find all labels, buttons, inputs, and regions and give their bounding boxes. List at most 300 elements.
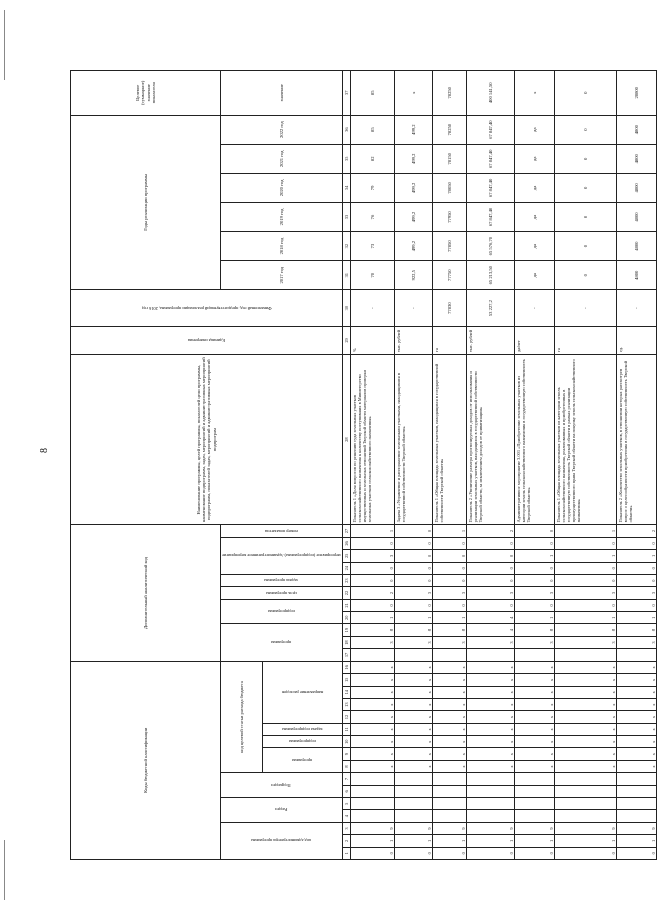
header-text: мероприятие (подпрограммы) /административное мероприятие — [222, 553, 341, 559]
code-cell — [350, 785, 394, 797]
year-header: 2018 год — [221, 232, 343, 261]
code-cell: x — [514, 698, 554, 710]
code-cell: 3 — [350, 636, 394, 648]
header-text: задача программы — [264, 578, 299, 584]
code-cell: 0 — [394, 537, 432, 549]
column-number: 30 — [342, 290, 350, 327]
target-value-cell: 0 — [554, 71, 616, 116]
code-cell: 0 — [514, 537, 554, 549]
column-number: 19 — [342, 624, 350, 636]
column-number: 37 — [342, 71, 350, 116]
code-cell — [432, 649, 466, 661]
code-cell: 3 — [616, 636, 656, 648]
column-number: 1 — [342, 847, 350, 859]
base-year-cell: - — [514, 290, 554, 327]
column-number: 17 — [342, 649, 350, 661]
code-cell: 1 — [432, 612, 466, 624]
code-cell: 0 — [432, 537, 466, 549]
year-value-cell: да — [514, 115, 554, 144]
code-cell: x — [394, 711, 432, 723]
year-value-cell: 4800 — [616, 144, 656, 173]
code-cell: 0 — [466, 537, 514, 549]
column-number: 10 — [342, 736, 350, 748]
code-cell: x — [616, 736, 656, 748]
code-cell: x — [554, 723, 616, 735]
base-year-cell: 77830 — [432, 290, 466, 327]
code-cell: x — [514, 736, 554, 748]
code-cell: x — [466, 723, 514, 735]
code-cell: 1 — [554, 550, 616, 562]
code-cell: 0 — [616, 599, 656, 611]
code-cell — [350, 773, 394, 785]
unit-cell: да/нет — [514, 326, 554, 354]
unit-cell: тыс. рублей — [394, 326, 432, 354]
code-cell: 0 — [350, 537, 394, 549]
code-cell: 3 — [616, 587, 656, 599]
column-number: 11 — [342, 723, 350, 735]
code-cell: x — [554, 760, 616, 772]
d-subprogram-header — [221, 599, 343, 624]
unit-cell: тыс. рублей — [466, 326, 514, 354]
code-cell: x — [514, 760, 554, 772]
year-value-cell: 67 847,40 — [466, 115, 514, 144]
code-cell: x — [514, 748, 554, 760]
column-number: 15 — [342, 674, 350, 686]
budget-codes-header: Коды бюджетной классификации — [71, 661, 221, 859]
year-value-cell: 67 847,40 — [466, 144, 514, 173]
code-cell: 0 — [432, 847, 466, 859]
header-text: Единица измерения — [187, 337, 225, 343]
code-cell: 0 — [554, 847, 616, 859]
code-cell: 9 — [466, 822, 514, 834]
year-value-cell: 4800 — [616, 115, 656, 144]
code-cell: 9 — [514, 822, 554, 834]
code-cell: 0 — [514, 847, 554, 859]
code-cell: 3 — [466, 587, 514, 599]
code-cell — [394, 773, 432, 785]
code-cell: 0 — [554, 562, 616, 574]
base-year-header — [71, 290, 343, 327]
indicator-name: Показатель 1 «Доля вопросов по решению суда земельных участков сельскохозяйственного назначения к количеству поступивших в Министерство имущественных и земельных отношений Тверской области материалов проверки земельных участков сельскохозяйственного назначения» — [350, 354, 394, 524]
code-cell — [616, 810, 656, 822]
code-cell: 0 — [466, 574, 514, 586]
page-number: 8 — [39, 448, 50, 453]
code-cell: x — [350, 760, 394, 772]
program-indicators-table — [70, 70, 657, 860]
code-cell — [466, 785, 514, 797]
code-cell: 3 — [514, 636, 554, 648]
code-cell — [616, 798, 656, 810]
year-value-cell: 0 — [554, 115, 616, 144]
code-cell: 0 — [394, 525, 432, 537]
column-number: 16 — [342, 661, 350, 673]
code-cell: x — [350, 674, 394, 686]
code-cell: 2 — [350, 587, 394, 599]
code-cell: 2 — [466, 525, 514, 537]
table-header — [71, 71, 351, 860]
table-row — [432, 71, 466, 860]
unit-cell: га — [554, 326, 616, 354]
year-value-cell: 78150 — [432, 144, 466, 173]
d-program-header — [221, 624, 343, 661]
year-value-cell: 0 — [554, 202, 616, 231]
column-number: 8 — [342, 760, 350, 772]
code-cell: 0 — [394, 550, 432, 562]
code-cell: 0 — [350, 847, 394, 859]
code-cell: 8 — [432, 624, 466, 636]
code-cell: 1 — [554, 612, 616, 624]
code-cell: x — [394, 723, 432, 735]
column-number: 26 — [342, 537, 350, 549]
indicator-name: Показатель 1 «Общая площадь земельных участков, находящихся в государственной собственности Тверской области» — [432, 354, 466, 524]
code-cell: x — [432, 698, 466, 710]
year-value-cell: да — [514, 144, 554, 173]
code-cell: x — [394, 661, 432, 673]
code-cell — [554, 798, 616, 810]
code-cell: 3 — [394, 636, 432, 648]
code-cell — [554, 785, 616, 797]
header-text: задача подпрограммы — [281, 726, 323, 732]
column-number: 31 — [342, 261, 350, 290]
column-number: 36 — [342, 115, 350, 144]
code-cell: x — [466, 661, 514, 673]
code-cell: x — [350, 686, 394, 698]
header-text: направление расходов — [281, 689, 323, 695]
expense-direction-header — [262, 661, 342, 723]
code-cell: 9 — [554, 822, 616, 834]
code-cell: x — [554, 686, 616, 698]
code-cell: x — [616, 674, 656, 686]
code-cell: 1 — [466, 835, 514, 847]
code-cell: 0 — [554, 574, 616, 586]
code-cell: x — [616, 686, 656, 698]
code-cell: 1 — [350, 835, 394, 847]
year-value-cell: да — [514, 232, 554, 261]
code-cell: x — [432, 748, 466, 760]
edge-mark-bottom — [4, 840, 5, 900]
code-cell: x — [394, 760, 432, 772]
year-value-cell: 76 — [350, 202, 394, 231]
column-number: 6 — [342, 785, 350, 797]
code-cell: x — [554, 748, 616, 760]
code-cell: 4 — [466, 624, 514, 636]
year-value-cell: 67 847,40 — [466, 173, 514, 202]
year-value-cell: 499,2 — [394, 173, 432, 202]
program-code-header — [262, 748, 342, 773]
unit-cell: га — [432, 326, 466, 354]
code-cell: x — [432, 661, 466, 673]
header-text: Финансовый год, предшествующий реализации программы, 2016 год — [141, 305, 272, 311]
column-number: 28 — [342, 354, 350, 524]
code-cell: x — [432, 736, 466, 748]
code-cell: x — [554, 736, 616, 748]
code-cell: x — [554, 674, 616, 686]
column-number: 21 — [342, 599, 350, 611]
rotated-page — [70, 70, 656, 860]
code-cell: x — [432, 674, 466, 686]
code-cell: x — [616, 711, 656, 723]
code-cell: 0 — [514, 599, 554, 611]
year-value-cell: 499,2 — [394, 232, 432, 261]
code-cell — [554, 810, 616, 822]
column-number: 25 — [342, 550, 350, 562]
indicator-name: Административное мероприятие 3.001 «Приобретение земельных участков из категории земель сельскохозяйственного назначения в государственную собственность Тверской области» — [514, 354, 554, 524]
column-number: 4 — [342, 810, 350, 822]
code-cell — [554, 649, 616, 661]
code-cell: 8 — [554, 624, 616, 636]
base-year-cell: - — [616, 290, 656, 327]
year-value-cell: 4800 — [616, 173, 656, 202]
column-number: 2 — [342, 835, 350, 847]
target-value-cell: x — [514, 71, 554, 116]
year-value-cell: 4800 — [616, 232, 656, 261]
code-cell — [432, 785, 466, 797]
year-header: 2020 год — [221, 173, 343, 202]
code-cell: 1 — [616, 612, 656, 624]
subprogram-code-header — [262, 736, 342, 748]
code-cell: 3 — [466, 636, 514, 648]
code-cell: x — [466, 686, 514, 698]
code-cell: 1 — [616, 550, 656, 562]
code-cell: 0 — [554, 599, 616, 611]
code-cell — [350, 810, 394, 822]
year-header: 2019 год — [221, 202, 343, 231]
column-number: 14 — [342, 686, 350, 698]
table-row — [466, 71, 514, 860]
d-task-header — [221, 574, 343, 586]
code-cell — [514, 810, 554, 822]
column-number: 33 — [342, 202, 350, 231]
code-cell: 0 — [616, 562, 656, 574]
code-cell: 1 — [394, 835, 432, 847]
code-cell: x — [616, 723, 656, 735]
code-cell — [466, 773, 514, 785]
year-value-cell: 67 847,40 — [466, 202, 514, 231]
code-cell: x — [394, 748, 432, 760]
code-cell: 8 — [394, 624, 432, 636]
code-cell: 1 — [432, 525, 466, 537]
column-number: 20 — [342, 612, 350, 624]
year-value-cell: 922,5 — [394, 261, 432, 290]
code-cell — [394, 798, 432, 810]
column-number: 27 — [342, 525, 350, 537]
code-cell: x — [350, 711, 394, 723]
code-cell: 0 — [394, 847, 432, 859]
target-value-header: значение — [221, 71, 343, 116]
code-cell: 0 — [432, 562, 466, 574]
column-number: 18 — [342, 636, 350, 648]
code-cell: x — [350, 748, 394, 760]
year-value-cell: 499,2 — [394, 202, 432, 231]
year-value-cell: 65 576,70 — [466, 232, 514, 261]
code-cell: x — [394, 736, 432, 748]
code-cell: 0 — [554, 537, 616, 549]
code-cell: x — [350, 723, 394, 735]
column-number: 34 — [342, 173, 350, 202]
header-text: Подраздел — [271, 782, 292, 788]
base-year-cell: - — [554, 290, 616, 327]
code-cell: 3 — [432, 636, 466, 648]
code-cell: 1 — [350, 525, 394, 537]
code-cell: x — [514, 723, 554, 735]
code-cell: x — [432, 723, 466, 735]
year-header: 2021 год — [221, 144, 343, 173]
year-value-cell: 4800 — [616, 261, 656, 290]
year-value-cell: да — [514, 202, 554, 231]
code-cell: 0 — [466, 599, 514, 611]
year-value-cell: 77950 — [432, 202, 466, 231]
target-group-header: Целевое (суммарное) значение показателя — [71, 71, 221, 116]
column-number: 13 — [342, 698, 350, 710]
task-subprogram-header — [262, 723, 342, 735]
code-cell — [466, 798, 514, 810]
year-value-cell: 77750 — [432, 261, 466, 290]
base-year-cell: - — [350, 290, 394, 327]
code-cell: 0 — [514, 525, 554, 537]
year-value-cell: 78050 — [432, 173, 466, 202]
code-cell: x — [350, 736, 394, 748]
d-event-header — [221, 537, 343, 574]
year-value-cell: 0 — [554, 261, 616, 290]
code-cell — [394, 810, 432, 822]
code-cell — [432, 798, 466, 810]
code-cell — [432, 773, 466, 785]
code-cell — [514, 773, 554, 785]
code-cell — [616, 649, 656, 661]
code-cell: 3 — [554, 636, 616, 648]
code-cell: 1 — [350, 612, 394, 624]
code-cell: 0 — [466, 550, 514, 562]
code-cell — [466, 649, 514, 661]
column-number: 5 — [342, 798, 350, 810]
column-number: 12 — [342, 711, 350, 723]
code-cell: x — [466, 711, 514, 723]
code-cell: 0 — [394, 599, 432, 611]
code-cell: 3 — [394, 587, 432, 599]
unit-cell: ед. — [616, 326, 656, 354]
year-value-cell: 499,2 — [394, 144, 432, 173]
code-cell: x — [394, 698, 432, 710]
code-cell: 1 — [554, 525, 616, 537]
code-cell: x — [514, 686, 554, 698]
code-cell: x — [514, 674, 554, 686]
code-cell: 8 — [514, 624, 554, 636]
code-cell: 0 — [616, 537, 656, 549]
indicator-name: Показатель 2 «Количество земельных участков, в отношении которых рассмотрен вопрос о целесообразности приобретения в государственную собственность Тверской области» — [616, 354, 656, 524]
code-cell: 0 — [394, 562, 432, 574]
code-cell: 1 — [432, 835, 466, 847]
years-group-header: Годы реализации программы — [71, 115, 221, 290]
code-cell: 1 — [554, 835, 616, 847]
column-number: 3 — [342, 822, 350, 834]
code-cell: 9 — [432, 822, 466, 834]
code-cell: x — [350, 661, 394, 673]
column-number: 7 — [342, 773, 350, 785]
code-cell: 0 — [432, 574, 466, 586]
code-cell: 9 — [616, 822, 656, 834]
column-number-row — [342, 71, 350, 860]
year-value-cell: да — [514, 261, 554, 290]
code-cell: x — [466, 674, 514, 686]
code-cell — [350, 798, 394, 810]
target-value-cell: 400 141,50 — [466, 71, 514, 116]
column-number: 22 — [342, 587, 350, 599]
d-indicator-header — [221, 525, 343, 537]
code-cell: 1 — [514, 612, 554, 624]
indicator-name: Задача 3 «Управление и распоряжение земельными участками, находящимися в государственной собственности Тверской области» — [394, 354, 432, 524]
indicator-name: Показатель 2 «Увеличение размера прогнозируемых доходов от использования и реализации земельных участков, находящихся в государственной собственности Тверской области, за исключением доходов от приватизации» — [466, 354, 514, 524]
code-cell: x — [466, 748, 514, 760]
header-text: программа — [292, 757, 313, 763]
table-row — [616, 71, 656, 860]
code-cell: 0 — [514, 562, 554, 574]
code-cell: 0 — [432, 599, 466, 611]
year-value-cell: 0 — [554, 173, 616, 202]
code-cell: x — [432, 760, 466, 772]
code-cell — [350, 649, 394, 661]
code-cell: x — [394, 674, 432, 686]
code-cell — [616, 773, 656, 785]
table-row — [554, 71, 616, 860]
code-cell: 0 — [432, 550, 466, 562]
code-cell: x — [350, 698, 394, 710]
target-value-cell: 78250 — [432, 71, 466, 116]
year-value-cell: 78250 — [432, 115, 466, 144]
header-text: подпрограмма — [267, 609, 295, 615]
table-body — [350, 71, 656, 860]
code-cell: 0 — [350, 599, 394, 611]
code-cell: 9 — [394, 822, 432, 834]
code-cell: 3 — [514, 587, 554, 599]
year-value-cell: 65 213,50 — [466, 261, 514, 290]
header-row-1 — [71, 71, 221, 860]
unit-header — [71, 326, 343, 354]
header-text: программа — [271, 640, 292, 646]
code-cell: 0 — [350, 562, 394, 574]
code-cell: 0 — [466, 847, 514, 859]
target-value-cell: x — [394, 71, 432, 116]
header-text: подпрограмма — [288, 739, 316, 745]
column-number: 9 — [342, 748, 350, 760]
base-year-cell: - — [394, 290, 432, 327]
target-value-cell: 28800 — [616, 71, 656, 116]
code-cell: 0 — [616, 847, 656, 859]
razdel-header — [221, 798, 343, 823]
code-cell — [514, 785, 554, 797]
year-value-cell: 79 — [350, 173, 394, 202]
code-cell: x — [466, 698, 514, 710]
code-cell — [432, 810, 466, 822]
code-cell: x — [616, 661, 656, 673]
code-cell: 0 — [350, 574, 394, 586]
code-cell: 0 — [616, 574, 656, 586]
base-year-cell: 53 227,2 — [466, 290, 514, 327]
code-cell: 1 — [616, 835, 656, 847]
year-value-cell: да — [514, 173, 554, 202]
code-cell: 2 — [616, 525, 656, 537]
table-row — [514, 71, 554, 860]
table-row — [350, 71, 394, 860]
code-cell — [514, 798, 554, 810]
code-cell: 9 — [350, 822, 394, 834]
code-cell: 3 — [554, 587, 616, 599]
unit-cell: % — [350, 326, 394, 354]
year-value-cell: 85 — [350, 115, 394, 144]
code-cell: 8 — [616, 624, 656, 636]
code-cell: 0 — [394, 574, 432, 586]
name-column-header: Наименование программы, целей программы, показателей цели программы, наименование подпрограмм, задач, мероприятий и административных мероприятий подпрограмм, показателей задач, мероприятий и административных мероприятий подпрограм — [71, 354, 343, 524]
code-cell: x — [514, 711, 554, 723]
